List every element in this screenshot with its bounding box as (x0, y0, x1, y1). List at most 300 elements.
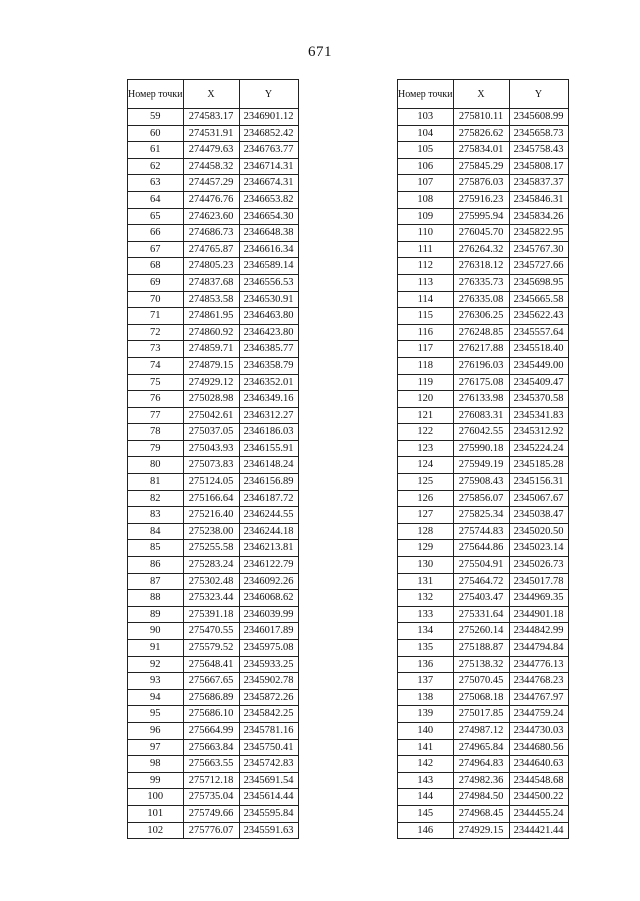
table-row (398, 457, 569, 474)
cell-y: 2346385.77 (239, 341, 298, 358)
cell-y: 2344680.56 (509, 739, 568, 756)
cell-point-number: 101 (128, 805, 184, 822)
cell-y: 2345038.47 (509, 507, 568, 524)
cell-y: 2345020.50 (509, 523, 568, 540)
cell-x: 276042.55 (453, 424, 509, 441)
table-row (128, 191, 299, 208)
cell-x: 276264.32 (453, 241, 509, 258)
cell-point-number: 98 (128, 756, 184, 773)
cell-y: 2345834.26 (509, 208, 568, 225)
cell-y: 2345608.99 (509, 109, 568, 126)
cell-x: 275216.40 (183, 507, 239, 524)
cell-x: 275949.19 (453, 457, 509, 474)
table-row (128, 805, 299, 822)
cell-point-number: 83 (128, 507, 184, 524)
page-number: 671 (308, 44, 332, 60)
table-row (398, 822, 569, 839)
cell-x: 274531.91 (183, 125, 239, 142)
cell-y: 2346654.30 (239, 208, 298, 225)
cell-y: 2346039.99 (239, 606, 298, 623)
cell-x: 274929.12 (183, 374, 239, 391)
cell-point-number: 62 (128, 158, 184, 175)
cell-point-number: 93 (128, 673, 184, 690)
cell-x: 275124.05 (183, 474, 239, 491)
table-row (128, 440, 299, 457)
cell-point-number: 59 (128, 109, 184, 126)
table-row (128, 291, 299, 308)
cell-point-number: 141 (398, 739, 454, 756)
cell-y: 2346648.38 (239, 225, 298, 242)
cell-x: 275188.87 (453, 640, 509, 657)
table-row (128, 706, 299, 723)
table-row (398, 274, 569, 291)
cell-x: 274458.32 (183, 158, 239, 175)
cell-y: 2344842.99 (509, 623, 568, 640)
cell-point-number: 85 (128, 540, 184, 557)
cell-x: 274984.50 (453, 789, 509, 806)
cell-point-number: 107 (398, 175, 454, 192)
cell-y: 2345312.92 (509, 424, 568, 441)
cell-x: 275834.01 (453, 142, 509, 159)
cell-y: 2346244.55 (239, 507, 298, 524)
cell-x: 275810.11 (453, 109, 509, 126)
table-row (398, 689, 569, 706)
cell-y: 2345767.30 (509, 241, 568, 258)
table-row (398, 374, 569, 391)
cell-x: 274837.68 (183, 274, 239, 291)
cell-y: 2345067.67 (509, 490, 568, 507)
cell-point-number: 118 (398, 357, 454, 374)
cell-point-number: 102 (128, 822, 184, 839)
cell-y: 2344730.03 (509, 722, 568, 739)
table-row (128, 424, 299, 441)
cell-point-number: 71 (128, 308, 184, 325)
cell-x: 276196.03 (453, 357, 509, 374)
cell-y: 2346352.01 (239, 374, 298, 391)
cell-point-number: 68 (128, 258, 184, 275)
cell-x: 274987.12 (453, 722, 509, 739)
cell-point-number: 132 (398, 590, 454, 607)
table-row (398, 656, 569, 673)
table-row (128, 656, 299, 673)
cell-y: 2345781.16 (239, 722, 298, 739)
cell-y: 2344776.13 (509, 656, 568, 673)
cell-y: 2346358.79 (239, 357, 298, 374)
table-row (128, 789, 299, 806)
cell-point-number: 94 (128, 689, 184, 706)
cell-point-number: 61 (128, 142, 184, 159)
cell-x: 275470.55 (183, 623, 239, 640)
cell-x: 275323.44 (183, 590, 239, 607)
table-row (398, 191, 569, 208)
cell-point-number: 142 (398, 756, 454, 773)
cell-x: 275686.10 (183, 706, 239, 723)
cell-point-number: 80 (128, 457, 184, 474)
table-row (398, 308, 569, 325)
table-row (398, 225, 569, 242)
table-row (128, 490, 299, 507)
table-row (398, 391, 569, 408)
table-row (398, 523, 569, 540)
cell-x: 274686.73 (183, 225, 239, 242)
cell-y: 2345808.17 (509, 158, 568, 175)
table-row (128, 606, 299, 623)
table-row (128, 640, 299, 657)
cell-x: 275663.84 (183, 739, 239, 756)
cell-y: 2346653.82 (239, 191, 298, 208)
table-row (398, 623, 569, 640)
table-row (398, 357, 569, 374)
cell-y: 2345622.43 (509, 308, 568, 325)
cell-y: 2346714.31 (239, 158, 298, 175)
cell-y: 2345341.83 (509, 407, 568, 424)
cell-point-number: 65 (128, 208, 184, 225)
cell-point-number: 69 (128, 274, 184, 291)
table-row (128, 308, 299, 325)
cell-point-number: 82 (128, 490, 184, 507)
table-row (128, 208, 299, 225)
cell-point-number: 96 (128, 722, 184, 739)
cell-x: 275504.91 (453, 557, 509, 574)
header-point-number: Номер точки (398, 80, 454, 109)
cell-x: 274982.36 (453, 772, 509, 789)
cell-point-number: 128 (398, 523, 454, 540)
cell-y: 2346017.89 (239, 623, 298, 640)
cell-y: 2344767.97 (509, 689, 568, 706)
table-row (398, 706, 569, 723)
cell-y: 2345698.95 (509, 274, 568, 291)
cell-y: 2344548.68 (509, 772, 568, 789)
cell-x: 275825.34 (453, 507, 509, 524)
cell-y: 2344901.18 (509, 606, 568, 623)
cell-point-number: 100 (128, 789, 184, 806)
table-row (128, 457, 299, 474)
cell-y: 2346852.42 (239, 125, 298, 142)
cell-point-number: 119 (398, 374, 454, 391)
cell-x: 276248.85 (453, 324, 509, 341)
cell-point-number: 113 (398, 274, 454, 291)
cell-point-number: 70 (128, 291, 184, 308)
cell-x: 275073.83 (183, 457, 239, 474)
cell-y: 2344500.22 (509, 789, 568, 806)
cell-x: 274479.63 (183, 142, 239, 159)
cell-y: 2345975.08 (239, 640, 298, 657)
cell-x: 276083.31 (453, 407, 509, 424)
cell-point-number: 74 (128, 357, 184, 374)
cell-y: 2345658.73 (509, 125, 568, 142)
table-row (398, 540, 569, 557)
cell-y: 2345518.40 (509, 341, 568, 358)
cell-x: 276045.70 (453, 225, 509, 242)
table-row (128, 341, 299, 358)
cell-x: 275302.48 (183, 573, 239, 590)
cell-y: 2345933.25 (239, 656, 298, 673)
table-row (128, 474, 299, 491)
cell-x: 275667.65 (183, 673, 239, 690)
cell-x: 276175.08 (453, 374, 509, 391)
table-row (128, 158, 299, 175)
cell-x: 275068.18 (453, 689, 509, 706)
cell-y: 2345665.58 (509, 291, 568, 308)
cell-point-number: 104 (398, 125, 454, 142)
cell-y: 2346463.80 (239, 308, 298, 325)
cell-x: 275845.29 (453, 158, 509, 175)
cell-x: 275043.93 (183, 440, 239, 457)
table-row (398, 507, 569, 524)
cell-point-number: 130 (398, 557, 454, 574)
cell-point-number: 64 (128, 191, 184, 208)
cell-y: 2345750.41 (239, 739, 298, 756)
table-row (398, 722, 569, 739)
table-row (398, 789, 569, 806)
cell-x: 275644.86 (453, 540, 509, 557)
cell-y: 2345156.31 (509, 474, 568, 491)
table-row (128, 756, 299, 773)
cell-x: 275037.05 (183, 424, 239, 441)
cell-y: 2345614.44 (239, 789, 298, 806)
cell-point-number: 81 (128, 474, 184, 491)
table-row (398, 573, 569, 590)
cell-y: 2346530.91 (239, 291, 298, 308)
table-row (398, 341, 569, 358)
table-header-row (128, 80, 299, 109)
cell-point-number: 143 (398, 772, 454, 789)
table-row (128, 109, 299, 126)
cell-y: 2346763.77 (239, 142, 298, 159)
cell-point-number: 136 (398, 656, 454, 673)
cell-point-number: 123 (398, 440, 454, 457)
cell-y: 2345591.63 (239, 822, 298, 839)
cell-y: 2346312.27 (239, 407, 298, 424)
cell-x: 274765.87 (183, 241, 239, 258)
cell-y: 2344759.24 (509, 706, 568, 723)
cell-point-number: 138 (398, 689, 454, 706)
cell-y: 2346068.62 (239, 590, 298, 607)
table-row (398, 258, 569, 275)
table-row (128, 590, 299, 607)
cell-point-number: 134 (398, 623, 454, 640)
cell-x: 275990.18 (453, 440, 509, 457)
cell-y: 2345837.37 (509, 175, 568, 192)
table-row (128, 142, 299, 159)
table-row (128, 258, 299, 275)
table-row (398, 125, 569, 142)
table-row (128, 125, 299, 142)
table-header-row (398, 80, 569, 109)
cell-point-number: 129 (398, 540, 454, 557)
cell-x: 274476.76 (183, 191, 239, 208)
table-row (128, 557, 299, 574)
table-row (128, 407, 299, 424)
cell-point-number: 144 (398, 789, 454, 806)
cell-x: 275017.85 (453, 706, 509, 723)
cell-x: 275260.14 (453, 623, 509, 640)
cell-point-number: 120 (398, 391, 454, 408)
cell-y: 2345902.78 (239, 673, 298, 690)
table-row (398, 640, 569, 657)
table-row (398, 407, 569, 424)
table-row (398, 756, 569, 773)
table-row (398, 424, 569, 441)
cell-y: 2345449.00 (509, 357, 568, 374)
cell-y: 2345822.95 (509, 225, 568, 242)
cell-y: 2346092.26 (239, 573, 298, 590)
cell-y: 2345017.78 (509, 573, 568, 590)
cell-x: 274929.15 (453, 822, 509, 839)
cell-x: 274623.60 (183, 208, 239, 225)
cell-point-number: 131 (398, 573, 454, 590)
table-row (128, 523, 299, 540)
cell-x: 275908.43 (453, 474, 509, 491)
cell-x: 275916.23 (453, 191, 509, 208)
cell-point-number: 127 (398, 507, 454, 524)
cell-x: 275749.66 (183, 805, 239, 822)
cell-point-number: 135 (398, 640, 454, 657)
cell-x: 275042.61 (183, 407, 239, 424)
cell-x: 275856.07 (453, 490, 509, 507)
table-row (398, 158, 569, 175)
cell-y: 2345557.64 (509, 324, 568, 341)
coordinates-table-left (127, 79, 299, 839)
cell-point-number: 77 (128, 407, 184, 424)
cell-y: 2344794.84 (509, 640, 568, 657)
table-row (128, 689, 299, 706)
cell-point-number: 95 (128, 706, 184, 723)
table-row (398, 109, 569, 126)
table-row (128, 507, 299, 524)
cell-x: 275391.18 (183, 606, 239, 623)
cell-point-number: 124 (398, 457, 454, 474)
cell-y: 2345370.58 (509, 391, 568, 408)
cell-point-number: 109 (398, 208, 454, 225)
cell-point-number: 72 (128, 324, 184, 341)
cell-point-number: 140 (398, 722, 454, 739)
cell-y: 2346556.53 (239, 274, 298, 291)
cell-x: 276133.98 (453, 391, 509, 408)
cell-x: 276335.08 (453, 291, 509, 308)
cell-y: 2345758.43 (509, 142, 568, 159)
cell-x: 275138.32 (453, 656, 509, 673)
table-row (128, 374, 299, 391)
cell-y: 2345727.66 (509, 258, 568, 275)
cell-x: 274965.84 (453, 739, 509, 756)
cell-point-number: 111 (398, 241, 454, 258)
cell-x: 274964.83 (453, 756, 509, 773)
cell-y: 2345872.26 (239, 689, 298, 706)
table-row (128, 822, 299, 839)
cell-point-number: 121 (398, 407, 454, 424)
cell-y: 2345224.24 (509, 440, 568, 457)
cell-point-number: 67 (128, 241, 184, 258)
header-point-number: Номер точки (128, 80, 184, 109)
cell-x: 274879.15 (183, 357, 239, 374)
table-row (398, 324, 569, 341)
table-row (128, 324, 299, 341)
cell-point-number: 73 (128, 341, 184, 358)
cell-y: 2345026.73 (509, 557, 568, 574)
table-row (398, 772, 569, 789)
cell-y: 2345409.47 (509, 374, 568, 391)
cell-point-number: 112 (398, 258, 454, 275)
cell-x: 274805.23 (183, 258, 239, 275)
table-row (398, 175, 569, 192)
coordinates-table-right (397, 79, 569, 839)
cell-x: 275028.98 (183, 391, 239, 408)
cell-x: 275238.00 (183, 523, 239, 540)
table-row (398, 673, 569, 690)
cell-point-number: 133 (398, 606, 454, 623)
cell-point-number: 90 (128, 623, 184, 640)
cell-point-number: 99 (128, 772, 184, 789)
cell-y: 2346148.24 (239, 457, 298, 474)
table-row (398, 291, 569, 308)
cell-point-number: 115 (398, 308, 454, 325)
cell-y: 2344421.44 (509, 822, 568, 839)
cell-y: 2345023.14 (509, 540, 568, 557)
cell-y: 2346213.81 (239, 540, 298, 557)
cell-point-number: 139 (398, 706, 454, 723)
table-row (128, 241, 299, 258)
cell-x: 275876.03 (453, 175, 509, 192)
cell-point-number: 137 (398, 673, 454, 690)
table-row (128, 391, 299, 408)
cell-point-number: 88 (128, 590, 184, 607)
cell-point-number: 91 (128, 640, 184, 657)
table-row (128, 274, 299, 291)
cell-point-number: 97 (128, 739, 184, 756)
cell-point-number: 110 (398, 225, 454, 242)
table-row (398, 606, 569, 623)
cell-y: 2346423.80 (239, 324, 298, 341)
cell-y: 2346901.12 (239, 109, 298, 126)
cell-x: 275070.45 (453, 673, 509, 690)
cell-point-number: 145 (398, 805, 454, 822)
cell-point-number: 114 (398, 291, 454, 308)
cell-x: 274859.71 (183, 341, 239, 358)
table-row (398, 241, 569, 258)
header-x: X (183, 80, 239, 109)
cell-x: 276318.12 (453, 258, 509, 275)
table-row (128, 573, 299, 590)
cell-point-number: 78 (128, 424, 184, 441)
cell-y: 2345185.28 (509, 457, 568, 474)
cell-x: 275735.04 (183, 789, 239, 806)
cell-y: 2346187.72 (239, 490, 298, 507)
cell-point-number: 126 (398, 490, 454, 507)
cell-y: 2346155.91 (239, 440, 298, 457)
cell-point-number: 89 (128, 606, 184, 623)
cell-x: 274583.17 (183, 109, 239, 126)
table-row (128, 357, 299, 374)
cell-x: 274457.29 (183, 175, 239, 192)
cell-point-number: 103 (398, 109, 454, 126)
cell-x: 275744.83 (453, 523, 509, 540)
cell-point-number: 105 (398, 142, 454, 159)
cell-x: 275403.47 (453, 590, 509, 607)
cell-y: 2346122.79 (239, 557, 298, 574)
cell-y: 2345742.83 (239, 756, 298, 773)
header-x: X (453, 80, 509, 109)
cell-point-number: 86 (128, 557, 184, 574)
table-row (398, 490, 569, 507)
cell-x: 275331.64 (453, 606, 509, 623)
cell-point-number: 122 (398, 424, 454, 441)
cell-point-number: 76 (128, 391, 184, 408)
cell-y: 2345595.84 (239, 805, 298, 822)
cell-point-number: 75 (128, 374, 184, 391)
cell-x: 274853.58 (183, 291, 239, 308)
cell-x: 275712.18 (183, 772, 239, 789)
